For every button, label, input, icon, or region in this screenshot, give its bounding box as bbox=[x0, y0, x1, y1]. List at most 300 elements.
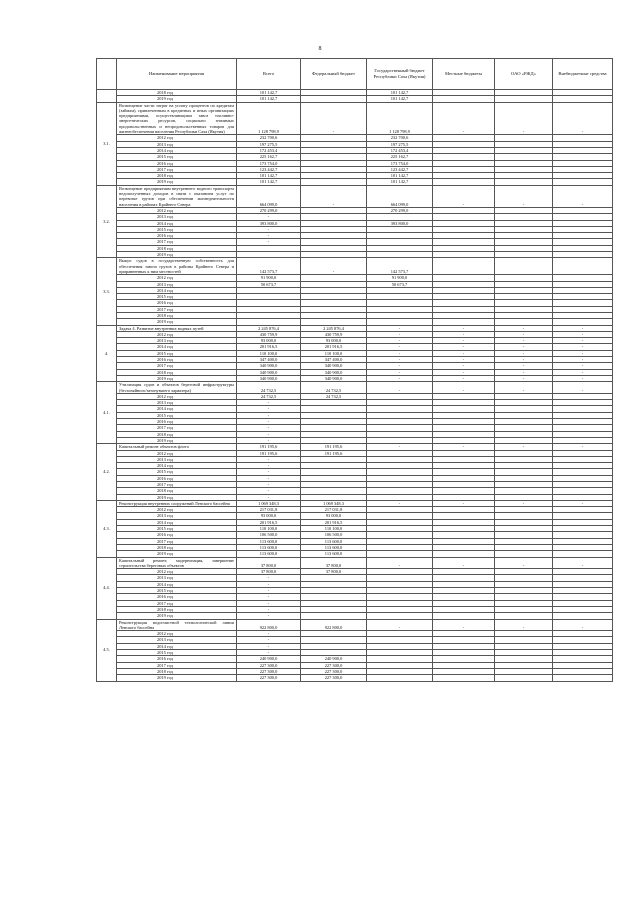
year-label: 2017 год bbox=[117, 363, 237, 369]
section-total-cell: - bbox=[553, 382, 613, 394]
year-value-cell: 106 500,0 bbox=[237, 532, 301, 538]
year-value-cell: 201 916,5 bbox=[237, 519, 301, 525]
year-value-cell: 232 700,6 bbox=[237, 135, 301, 141]
year-label: 2016 год bbox=[117, 357, 237, 363]
year-value-cell: - bbox=[237, 631, 301, 637]
section-name: Задача 4. Развитие внутренних водных путей bbox=[117, 325, 237, 331]
year-value-cell: - bbox=[433, 331, 495, 337]
year-label: 2014 год bbox=[117, 519, 237, 525]
year-value-cell: 93 000,0 bbox=[301, 513, 367, 519]
section-total-cell: 142 573,7 bbox=[367, 258, 433, 275]
year-value-cell bbox=[495, 675, 553, 681]
section-number: 3.2. bbox=[97, 185, 117, 258]
year-label: 2019 год bbox=[117, 179, 237, 185]
year-value-cell: - bbox=[237, 600, 301, 606]
section-name: Капитальный ремонт объектов флота bbox=[117, 444, 237, 450]
year-value-cell: 172 453,4 bbox=[367, 147, 433, 153]
section-total-cell: - bbox=[367, 444, 433, 450]
year-row bbox=[97, 675, 613, 681]
year-value-cell: 113 600,0 bbox=[237, 538, 301, 544]
section-total-cell: - bbox=[301, 185, 367, 207]
year-value-cell: - bbox=[237, 239, 301, 245]
year-label: 2012 год bbox=[117, 135, 237, 141]
section-name: Реконструкция внутренних сооружений Ленского бассейна bbox=[117, 500, 237, 506]
year-label: 2018 год bbox=[117, 312, 237, 318]
year-value-cell: 240 900,0 bbox=[237, 656, 301, 662]
year-label: 2013 год bbox=[117, 575, 237, 581]
year-value-cell: - bbox=[367, 363, 433, 369]
section-name: Возмещение предприятиям внутреннего водного транспорта недополученных доходов в связи с оказанием услуг по перевозке грузов при обеспечении жизнедеятельности населения в районах Крайнего Севера bbox=[117, 185, 237, 207]
year-label: 2015 год bbox=[117, 526, 237, 532]
header-name: Наименование мероприятия bbox=[117, 59, 237, 90]
year-value-cell: 270 299,0 bbox=[367, 207, 433, 213]
year-label: 2016 год bbox=[117, 300, 237, 306]
section-total-cell: - bbox=[495, 185, 553, 207]
header-offbudget: Внебюджетные средства bbox=[553, 59, 613, 90]
section-row bbox=[97, 185, 613, 207]
year-value-cell: - bbox=[367, 331, 433, 337]
year-value-cell: - bbox=[237, 575, 301, 581]
section-total-cell: - bbox=[367, 500, 433, 506]
section-total-cell: - bbox=[495, 382, 553, 394]
header-local: Местные бюджеты bbox=[433, 59, 495, 90]
year-value-cell: 201 916,5 bbox=[237, 344, 301, 350]
year-value-cell: 217 031,8 bbox=[301, 507, 367, 513]
year-value-cell bbox=[433, 675, 495, 681]
year-value-cell: - bbox=[237, 431, 301, 437]
year-value-cell: 101 142,7 bbox=[367, 173, 433, 179]
year-value-cell: - bbox=[553, 331, 613, 337]
year-value-cell: 101 142,7 bbox=[237, 90, 301, 96]
year-value-cell bbox=[367, 675, 433, 681]
section-total-cell: - bbox=[495, 444, 553, 450]
section-name: Выкуп судов в государственную собственность для обеспечения завоза грузов в районы Крайнего Севера и приравненных к ним местностей bbox=[117, 258, 237, 275]
section-total-cell: 191 195,6 bbox=[301, 444, 367, 450]
year-value-cell: 50 673,7 bbox=[237, 281, 301, 287]
year-label: 2016 год bbox=[117, 656, 237, 662]
year-label: 2017 год bbox=[117, 662, 237, 668]
section-total-cell: 24 732,5 bbox=[301, 382, 367, 394]
section-total-cell: 2 245 876,4 bbox=[301, 325, 367, 331]
section-total-cell: 1 069 348,3 bbox=[301, 500, 367, 506]
section-total-cell: - bbox=[301, 102, 367, 135]
section-total-cell: 37 800,0 bbox=[301, 557, 367, 569]
year-value-cell: 110 100,0 bbox=[301, 526, 367, 532]
year-label: 2016 год bbox=[117, 532, 237, 538]
year-value-cell: - bbox=[433, 369, 495, 375]
year-value-cell: 340 900,0 bbox=[301, 375, 367, 381]
year-value-cell: - bbox=[433, 375, 495, 381]
year-value-cell: - bbox=[237, 214, 301, 220]
section-row bbox=[97, 102, 613, 135]
year-label: 2015 год bbox=[117, 469, 237, 475]
header-federal: Федеральный бюджет bbox=[301, 59, 367, 90]
year-value-cell: - bbox=[367, 369, 433, 375]
year-label: 2015 год bbox=[117, 154, 237, 160]
section-total-cell: - bbox=[433, 185, 495, 207]
year-value-cell: 232 700,6 bbox=[367, 135, 433, 141]
year-value-cell: 393 800,0 bbox=[367, 220, 433, 226]
year-value-cell: - bbox=[553, 363, 613, 369]
year-value-cell: 113 600,0 bbox=[301, 544, 367, 550]
year-value-cell: - bbox=[553, 338, 613, 344]
year-value-cell: - bbox=[237, 233, 301, 239]
year-label: 2015 год bbox=[117, 226, 237, 232]
section-total-cell: - bbox=[495, 500, 553, 506]
year-value-cell: - bbox=[237, 475, 301, 481]
year-value-cell: 227 300,0 bbox=[301, 675, 367, 681]
section-total-cell: 1 069 348,3 bbox=[237, 500, 301, 506]
year-value-cell: 197 275,5 bbox=[237, 141, 301, 147]
section-total-cell: - bbox=[553, 500, 613, 506]
section-total-cell: - bbox=[553, 619, 613, 631]
section-total-cell: - bbox=[553, 325, 613, 331]
year-value-cell: 50 673,7 bbox=[367, 281, 433, 287]
year-value-cell: 24 732,5 bbox=[301, 393, 367, 399]
year-value-cell: - bbox=[433, 363, 495, 369]
year-label: 2015 год bbox=[117, 650, 237, 656]
year-value-cell: - bbox=[237, 581, 301, 587]
year-label: 2019 год bbox=[117, 437, 237, 443]
year-value-cell: - bbox=[553, 357, 613, 363]
year-label: 2014 год bbox=[117, 287, 237, 293]
year-value-cell: - bbox=[237, 594, 301, 600]
year-value-cell: 113 600,0 bbox=[301, 551, 367, 557]
year-label: 2019 год bbox=[117, 375, 237, 381]
year-value-cell: - bbox=[237, 425, 301, 431]
year-label: 2018 год bbox=[117, 431, 237, 437]
year-value-cell: - bbox=[237, 488, 301, 494]
year-value-cell: 113 600,0 bbox=[237, 544, 301, 550]
year-label: 2018 год bbox=[117, 668, 237, 674]
year-value-cell: - bbox=[495, 369, 553, 375]
year-value-cell: 123 442,7 bbox=[367, 166, 433, 172]
year-label: 2012 год bbox=[117, 207, 237, 213]
year-label: 2017 год bbox=[117, 306, 237, 312]
year-value-cell bbox=[553, 675, 613, 681]
year-value-cell: - bbox=[237, 400, 301, 406]
year-value-cell: 201 916,5 bbox=[301, 519, 367, 525]
year-value-cell: - bbox=[433, 357, 495, 363]
year-value-cell: - bbox=[237, 637, 301, 643]
year-label: 2016 год bbox=[117, 594, 237, 600]
section-row bbox=[97, 557, 613, 569]
header-rzd: ОАО «РЖД» bbox=[495, 59, 553, 90]
year-label: 2012 год bbox=[117, 569, 237, 575]
year-label: 2012 год bbox=[117, 507, 237, 513]
year-value-cell: 430 759,9 bbox=[237, 331, 301, 337]
year-value-cell: 227 300,0 bbox=[237, 662, 301, 668]
section-total-cell: - bbox=[433, 325, 495, 331]
header-republic: Государственный бюджет Республики Саха (Якутия) bbox=[367, 59, 433, 90]
year-label: 2013 год bbox=[117, 214, 237, 220]
section-total-cell bbox=[553, 258, 613, 275]
year-label: 2017 год bbox=[117, 425, 237, 431]
section-total-cell bbox=[495, 258, 553, 275]
year-value-cell: - bbox=[237, 650, 301, 656]
year-label: 2013 год bbox=[117, 400, 237, 406]
year-label: 2014 год bbox=[117, 463, 237, 469]
year-label: 2014 год bbox=[117, 581, 237, 587]
year-label: 2015 год bbox=[117, 294, 237, 300]
section-total-cell: 664 099,0 bbox=[237, 185, 301, 207]
year-value-cell: 101 142,7 bbox=[237, 173, 301, 179]
year-value-cell: - bbox=[495, 344, 553, 350]
year-value-cell: 197 275,5 bbox=[367, 141, 433, 147]
year-value-cell: 101 142,7 bbox=[367, 96, 433, 102]
section-total-cell: - bbox=[433, 619, 495, 631]
section-number: 4.3. bbox=[97, 500, 117, 557]
year-label: 2013 год bbox=[117, 513, 237, 519]
year-value-cell: 101 142,7 bbox=[237, 179, 301, 185]
year-label: 2018 год bbox=[117, 544, 237, 550]
year-value-cell: 113 600,0 bbox=[237, 551, 301, 557]
year-label: 2012 год bbox=[117, 393, 237, 399]
section-total-cell: 24 732,5 bbox=[237, 382, 301, 394]
section-total-cell: - bbox=[553, 102, 613, 135]
year-label: 2014 год bbox=[117, 147, 237, 153]
year-label: 2018 год bbox=[117, 488, 237, 494]
year-value-cell: - bbox=[237, 419, 301, 425]
year-value-cell: 340 900,0 bbox=[237, 369, 301, 375]
year-label: 2018 год bbox=[117, 245, 237, 251]
year-value-cell: 172 453,4 bbox=[237, 147, 301, 153]
year-value-cell: - bbox=[237, 606, 301, 612]
year-label: 2019 год bbox=[117, 613, 237, 619]
year-label: 2015 год bbox=[117, 588, 237, 594]
year-value-cell: 225 162,7 bbox=[367, 154, 433, 160]
section-total-cell bbox=[433, 258, 495, 275]
year-value-cell: 191 195,6 bbox=[301, 450, 367, 456]
section-total-cell: - bbox=[367, 619, 433, 631]
header-row bbox=[97, 59, 613, 90]
year-value-cell: - bbox=[237, 588, 301, 594]
year-value-cell: - bbox=[495, 363, 553, 369]
year-value-cell: - bbox=[237, 456, 301, 462]
year-label: 2017 год bbox=[117, 538, 237, 544]
section-total-cell: - bbox=[495, 619, 553, 631]
year-value-cell: - bbox=[553, 375, 613, 381]
section-total-cell: - bbox=[433, 382, 495, 394]
year-value-cell: 110 100,0 bbox=[237, 526, 301, 532]
year-value-cell: 227 300,0 bbox=[237, 668, 301, 674]
year-value-cell: - bbox=[553, 350, 613, 356]
year-value-cell: 24 732,5 bbox=[237, 393, 301, 399]
year-value-cell: 93 000,0 bbox=[237, 338, 301, 344]
year-label: 2019 год bbox=[117, 96, 237, 102]
year-label: 2014 год bbox=[117, 220, 237, 226]
year-value-cell: 270 299,0 bbox=[237, 207, 301, 213]
year-value-cell: 110 100,0 bbox=[301, 350, 367, 356]
year-value-cell: 340 900,0 bbox=[237, 375, 301, 381]
section-total-cell: - bbox=[433, 500, 495, 506]
section-number bbox=[97, 90, 117, 103]
year-value-cell: 191 195,6 bbox=[237, 450, 301, 456]
funding-table bbox=[96, 58, 613, 682]
year-value-cell: - bbox=[237, 494, 301, 500]
section-name: Утилизация судов и объектов береговой инфраструктуры (бесхозяйного/затонувшего характера) bbox=[117, 382, 237, 394]
section-total-cell: - bbox=[553, 185, 613, 207]
year-label: 2012 год bbox=[117, 450, 237, 456]
year-label: 2012 год bbox=[117, 275, 237, 281]
year-label: 2014 год bbox=[117, 406, 237, 412]
year-value-cell: - bbox=[237, 482, 301, 488]
year-label: 2019 год bbox=[117, 675, 237, 681]
section-number: 3.1. bbox=[97, 102, 117, 185]
year-value-cell: 113 600,0 bbox=[301, 538, 367, 544]
section-name: Капитальный ремонт, модернизация, завершение строительства береговых объектов bbox=[117, 557, 237, 569]
section-total-cell: - bbox=[553, 444, 613, 450]
year-value-cell: - bbox=[495, 357, 553, 363]
year-value-cell: - bbox=[553, 344, 613, 350]
year-value-cell: 106 500,0 bbox=[301, 532, 367, 538]
section-total-cell: 37 800,0 bbox=[237, 557, 301, 569]
year-value-cell: 173 754,0 bbox=[367, 160, 433, 166]
section-number: 4.2. bbox=[97, 444, 117, 501]
year-value-cell: - bbox=[495, 331, 553, 337]
year-label: 2016 год bbox=[117, 233, 237, 239]
year-value-cell: - bbox=[237, 226, 301, 232]
year-value-cell: - bbox=[237, 406, 301, 412]
year-value-cell: - bbox=[367, 375, 433, 381]
year-label: 2017 год bbox=[117, 600, 237, 606]
year-label: 2015 год bbox=[117, 412, 237, 418]
section-total-cell: 922 800,0 bbox=[237, 619, 301, 631]
year-value-cell: 101 142,7 bbox=[367, 179, 433, 185]
section-name: Возмещение части затрат на уплату процентов по кредитам (займам), привлеченным в кредитных и иных организациях предприятиями, осуществляющими завоз топливно-энергетических ресурсов, социально значимых продовольственных и непродовольственных товаров для жизнеобеспечения населения Республики Саха (Якутия) bbox=[117, 102, 237, 135]
year-value-cell: - bbox=[433, 338, 495, 344]
section-total-cell: - bbox=[553, 557, 613, 569]
year-value-cell: - bbox=[495, 350, 553, 356]
section-total-cell: 191 195,6 bbox=[237, 444, 301, 450]
year-value-cell: 227 300,0 bbox=[301, 662, 367, 668]
section-total-cell: - bbox=[301, 258, 367, 275]
page-number: 8 bbox=[318, 46, 322, 52]
year-value-cell: 110 100,0 bbox=[237, 350, 301, 356]
year-label: 2015 год bbox=[117, 350, 237, 356]
year-value-cell: 91 900,0 bbox=[367, 275, 433, 281]
section-total-cell: - bbox=[367, 557, 433, 569]
section-number: 4.5. bbox=[97, 619, 117, 681]
year-label: 2017 год bbox=[117, 239, 237, 245]
year-value-cell: - bbox=[495, 375, 553, 381]
year-value-cell: - bbox=[495, 338, 553, 344]
year-label: 2017 год bbox=[117, 482, 237, 488]
year-label: 2018 год bbox=[117, 90, 237, 96]
year-label: 2016 год bbox=[117, 160, 237, 166]
section-total-cell: - bbox=[367, 325, 433, 331]
section-total-cell: - bbox=[495, 102, 553, 135]
section-total-cell: - bbox=[495, 325, 553, 331]
section-row bbox=[97, 382, 613, 394]
year-value-cell: - bbox=[237, 613, 301, 619]
year-value-cell: 173 754,0 bbox=[237, 160, 301, 166]
year-value-cell: 347 400,0 bbox=[301, 357, 367, 363]
header-num-cell bbox=[97, 59, 117, 90]
year-value-cell: 101 142,7 bbox=[367, 90, 433, 96]
section-number: 4.1. bbox=[97, 382, 117, 444]
year-label: 2013 год bbox=[117, 141, 237, 147]
year-value-cell: 347 400,0 bbox=[237, 357, 301, 363]
section-number: 4.4. bbox=[97, 557, 117, 619]
section-row bbox=[97, 619, 613, 631]
section-total-cell: 142 573,7 bbox=[237, 258, 301, 275]
year-value-cell: - bbox=[553, 369, 613, 375]
year-value-cell: 240 900,0 bbox=[301, 656, 367, 662]
year-label: 2018 год bbox=[117, 606, 237, 612]
year-value-cell: 227 300,0 bbox=[237, 675, 301, 681]
year-value-cell: 201 916,5 bbox=[301, 344, 367, 350]
year-value-cell: 91 900,0 bbox=[237, 275, 301, 281]
year-value-cell: - bbox=[237, 643, 301, 649]
year-label: 2013 год bbox=[117, 637, 237, 643]
section-total-cell: 1 128 798,9 bbox=[367, 102, 433, 135]
year-label: 2018 год bbox=[117, 173, 237, 179]
section-total-cell: - bbox=[433, 102, 495, 135]
year-value-cell: - bbox=[237, 437, 301, 443]
year-label: 2014 год bbox=[117, 344, 237, 350]
section-total-cell: - bbox=[495, 557, 553, 569]
year-label: 2016 год bbox=[117, 419, 237, 425]
year-label: 2013 год bbox=[117, 281, 237, 287]
section-row bbox=[97, 258, 613, 275]
year-value-cell: 93 000,0 bbox=[301, 338, 367, 344]
year-label: 2019 год bbox=[117, 319, 237, 325]
year-value-cell: 340 900,0 bbox=[301, 369, 367, 375]
header-total: Всего bbox=[237, 59, 301, 90]
year-label: 2016 год bbox=[117, 475, 237, 481]
year-value-cell: - bbox=[367, 350, 433, 356]
year-value-cell: - bbox=[433, 350, 495, 356]
year-value-cell: 37 800,0 bbox=[237, 569, 301, 575]
year-label: 2019 год bbox=[117, 551, 237, 557]
year-value-cell: - bbox=[367, 344, 433, 350]
section-number: 3.3. bbox=[97, 258, 117, 325]
year-label: 2019 год bbox=[117, 494, 237, 500]
section-total-cell: - bbox=[367, 382, 433, 394]
section-number: 4. bbox=[97, 325, 117, 382]
year-value-cell: 93 000,0 bbox=[237, 513, 301, 519]
year-value-cell: - bbox=[433, 344, 495, 350]
year-label: 2019 год bbox=[117, 252, 237, 258]
year-value-cell: 393 800,0 bbox=[237, 220, 301, 226]
year-value-cell: 225 162,7 bbox=[237, 154, 301, 160]
year-value-cell: 123 442,7 bbox=[237, 166, 301, 172]
year-label: 2018 год bbox=[117, 369, 237, 375]
year-value-cell: 217 031,8 bbox=[237, 507, 301, 513]
table-body bbox=[97, 90, 613, 682]
year-value-cell: 340 900,0 bbox=[237, 363, 301, 369]
year-value-cell: - bbox=[367, 357, 433, 363]
year-label: 2013 год bbox=[117, 456, 237, 462]
section-total-cell: 2 245 876,4 bbox=[237, 325, 301, 331]
year-label: 2012 год bbox=[117, 331, 237, 337]
year-value-cell: 227 300,0 bbox=[301, 668, 367, 674]
section-total-cell: 664 099,0 bbox=[367, 185, 433, 207]
section-total-cell: - bbox=[433, 444, 495, 450]
year-value-cell: 430 759,9 bbox=[301, 331, 367, 337]
year-label: 2014 год bbox=[117, 643, 237, 649]
year-value-cell: 340 900,0 bbox=[301, 363, 367, 369]
section-name: Реконструкция водоочистной технологической линии Ленского бассейна bbox=[117, 619, 237, 631]
section-total-cell: 922 800,0 bbox=[301, 619, 367, 631]
year-value-cell: - bbox=[367, 338, 433, 344]
section-total-cell: - bbox=[433, 557, 495, 569]
year-label: 2012 год bbox=[117, 631, 237, 637]
year-value-cell: - bbox=[237, 463, 301, 469]
year-label: 2017 год bbox=[117, 166, 237, 172]
year-label: 2013 год bbox=[117, 338, 237, 344]
